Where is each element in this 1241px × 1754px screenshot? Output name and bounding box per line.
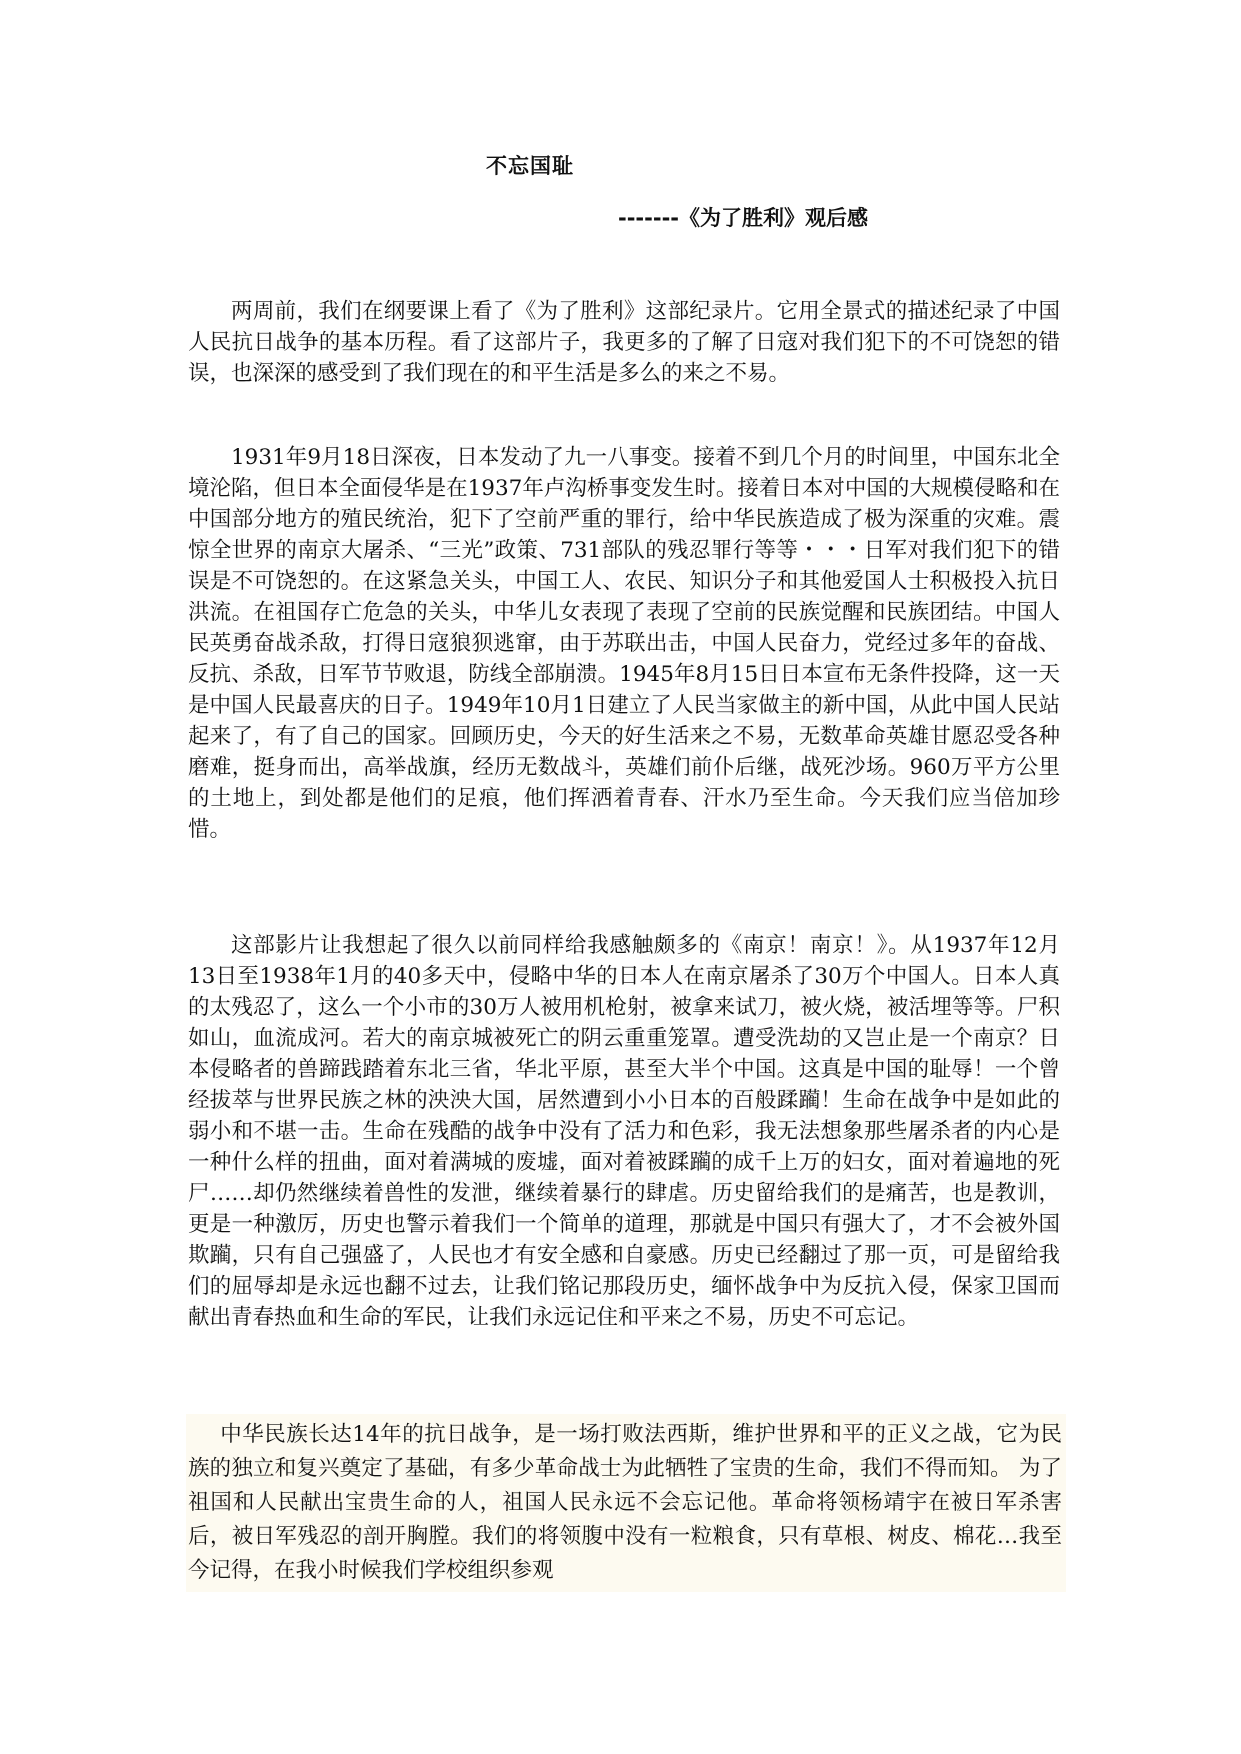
paragraph-3: 这部影片让我想起了很久以前同样给我感触颇多的《南京！南京！》。从1937年12月13日至1938年1月的40多天中，侵略中华的日本人在南京屠杀了30万个中国人。日本人真的太残忍了，这么一个小市的30万人被用机枪射，被拿来试刀，被火烧，被活埋等等。尸积如山，血流成河。若大的南京城被死亡的阴云重重笼罩。遭受洗劫的又岂止是一个南京？日本侵略者的兽蹄践踏着东北三省，华北平原，甚至大半个中国。这真是中国的耻辱！一个曾经拔萃与世界民族之林的泱泱大国，居然遭到小小日本的百般蹂躏！生命在战争中是如此的弱小和不堪一击。生命在残酷的战争中没有了活力和色彩，我无法想象那些屠杀者的内心是一种什么样的扭曲，面对着满城的废墟，面对着被蹂躏的成千上万的妇女，面对着遍地的死尸……却仍然继续着兽性的发泄，继续着暴行的肆虐。历史留给我们的是痛苦，也是教训，更是一种激厉，历史也警示着我们一个简单的道理，那就是中国只有强大了，才不会被外国欺躏，只有自己强盛了，人民也才有安全感和自豪感。历史已经翻过了那一页，可是留给我们的屈辱却是永远也翻不过去，让我们铭记那段历史，缅怀战争中为反抗入侵，保家卫国而献出青春热血和生命的军民，让我们永远记住和平来之不易，历史不可忘记。 xyxy=(188,933,1060,1330)
document-subtitle: -------《为了胜利》观后感 xyxy=(618,206,869,230)
paragraph-1: 两周前，我们在纲要课上看了《为了胜利》这部纪录片。它用全景式的描述纪录了中国人民抗日战争的基本历程。看了这部片子，我更多的了解了日寇对我们犯下的不可饶恕的错误，也深深的感受到了我们现在的和平生活是多么的来之不易。 xyxy=(188,299,1060,386)
document-title: 不忘国耻 xyxy=(486,154,574,178)
paragraph-2: 1931年9月18日深夜，日本发动了九一八事变。接着不到几个月的时间里，中国东北全境沦陷，但日本全面侵华是在1937年卢沟桥事变发生时。接着日本对中国的大规模侵略和在中国部分地方的殖民统治，犯下了空前严重的罪行，给中华民族造成了极为深重的灾难。震惊全世界的南京大屠杀、“三光”政策、731部队的残忍罪行等等・・・日军对我们犯下的错误是不可饶恕的。在这紧急关头，中国工人、农民、知识分子和其他爱国人士积极投入抗日洪流。在祖国存亡危急的关头，中华儿女表现了表现了空前的民族觉醒和民族团结。中国人民英勇奋战杀敌，打得日寇狼狈逃窜，由于苏联出击，中国人民奋力，党经过多年的奋战、反抗、杀敌，日军节节败退，防线全部崩溃。1945年8月15日日本宣布无条件投降，这一天是中国人民最喜庆的日子。1949年10月1日建立了人民当家做主的新中国，从此中国人民站起来了，有了自己的国家。回顾历史，今天的好生活来之不易，无数革命英雄甘愿忍受各种磨难，挺身而出，高举战旗，经历无数战斗，英雄们前仆后继，战死沙场。960万平方公里的土地上，到处都是他们的足痕，他们挥洒着青春、汗水乃至生命。今天我们应当倍加珍惜。 xyxy=(188,445,1060,842)
paragraph-4: 中华民族长达14年的抗日战争，是一场打败法西斯，维护世界和平的正义之战，它为民族的独立和复兴奠定了基础，有多少革命战士为此牺牲了宝贵的生命，我们不得而知。 为了祖国和人民献出宝贵生命的人，祖国人民永远不会忘记他。革命将领杨靖宇在被日军杀害后，被日军残忍的剖开胸膛。我们的将领腹中没有一粒粮食，只有草根、树皮、棉花…我至今记得，在我小时候我们学校组织参观 xyxy=(186,1414,1066,1592)
